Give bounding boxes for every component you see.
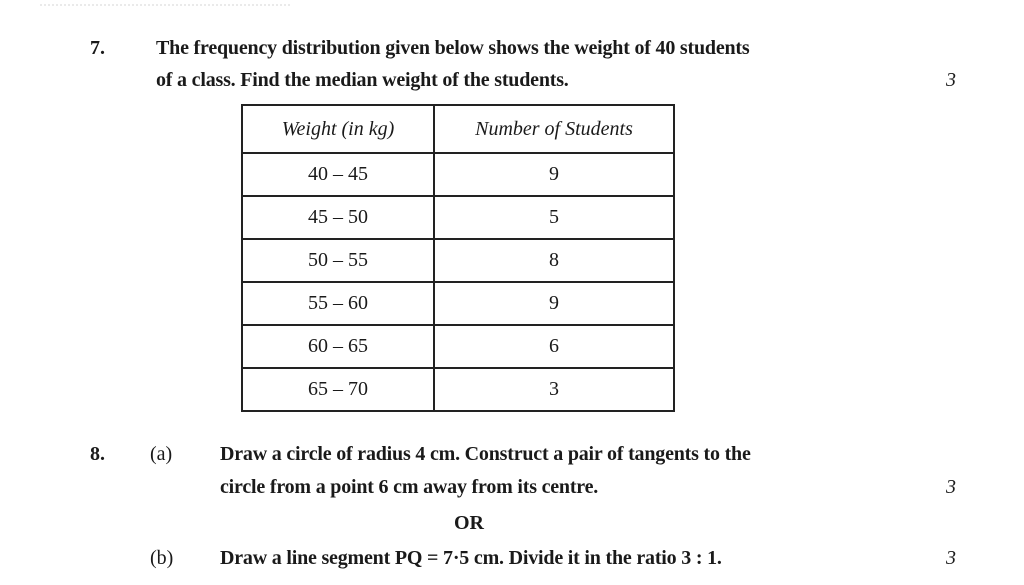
question-7-text-line1: The frequency distribution given below shows the weight of 40 students [156,37,750,59]
cell-count: 6 [434,325,674,368]
cell-count: 3 [434,368,674,411]
table-row [242,325,674,368]
table-row [242,239,674,282]
cell-weight: 65 – 70 [242,368,434,411]
part-b-label: (b) [150,547,174,569]
cell-count: 9 [434,153,674,196]
table-header-row [242,105,674,153]
header-students: Number of Students [434,105,674,153]
cell-weight: 50 – 55 [242,239,434,282]
table-row [242,196,674,239]
table-row [242,368,674,411]
table-row [242,153,674,196]
question-8-number: 8. [90,443,105,465]
question-7-number: 7. [90,37,105,59]
header-weight: Weight (in kg) [242,105,434,153]
cell-weight: 40 – 45 [242,153,434,196]
frequency-table [241,104,675,412]
table-row [242,282,674,325]
cropped-previous-text [40,0,290,6]
cell-weight: 60 – 65 [242,325,434,368]
cell-weight: 55 – 60 [242,282,434,325]
part-a-marks: 3 [946,476,956,498]
cell-count: 9 [434,282,674,325]
cell-count: 5 [434,196,674,239]
question-7-marks: 3 [946,69,956,91]
part-a-label: (a) [150,443,173,465]
part-b-text: Draw a line segment PQ = 7·5 cm. Divide it in the ratio 3 : 1. [220,547,722,569]
cell-weight: 45 – 50 [242,196,434,239]
or-separator: OR [454,512,484,534]
question-7-text-line2: of a class. Find the median weight of the students. [156,69,569,91]
part-a-text-line1: Draw a circle of radius 4 cm. Construct a pair of tangents to the [220,443,751,465]
cell-count: 8 [434,239,674,282]
part-a-text-line2: circle from a point 6 cm away from its centre. [220,476,599,498]
part-b-marks: 3 [946,547,956,569]
